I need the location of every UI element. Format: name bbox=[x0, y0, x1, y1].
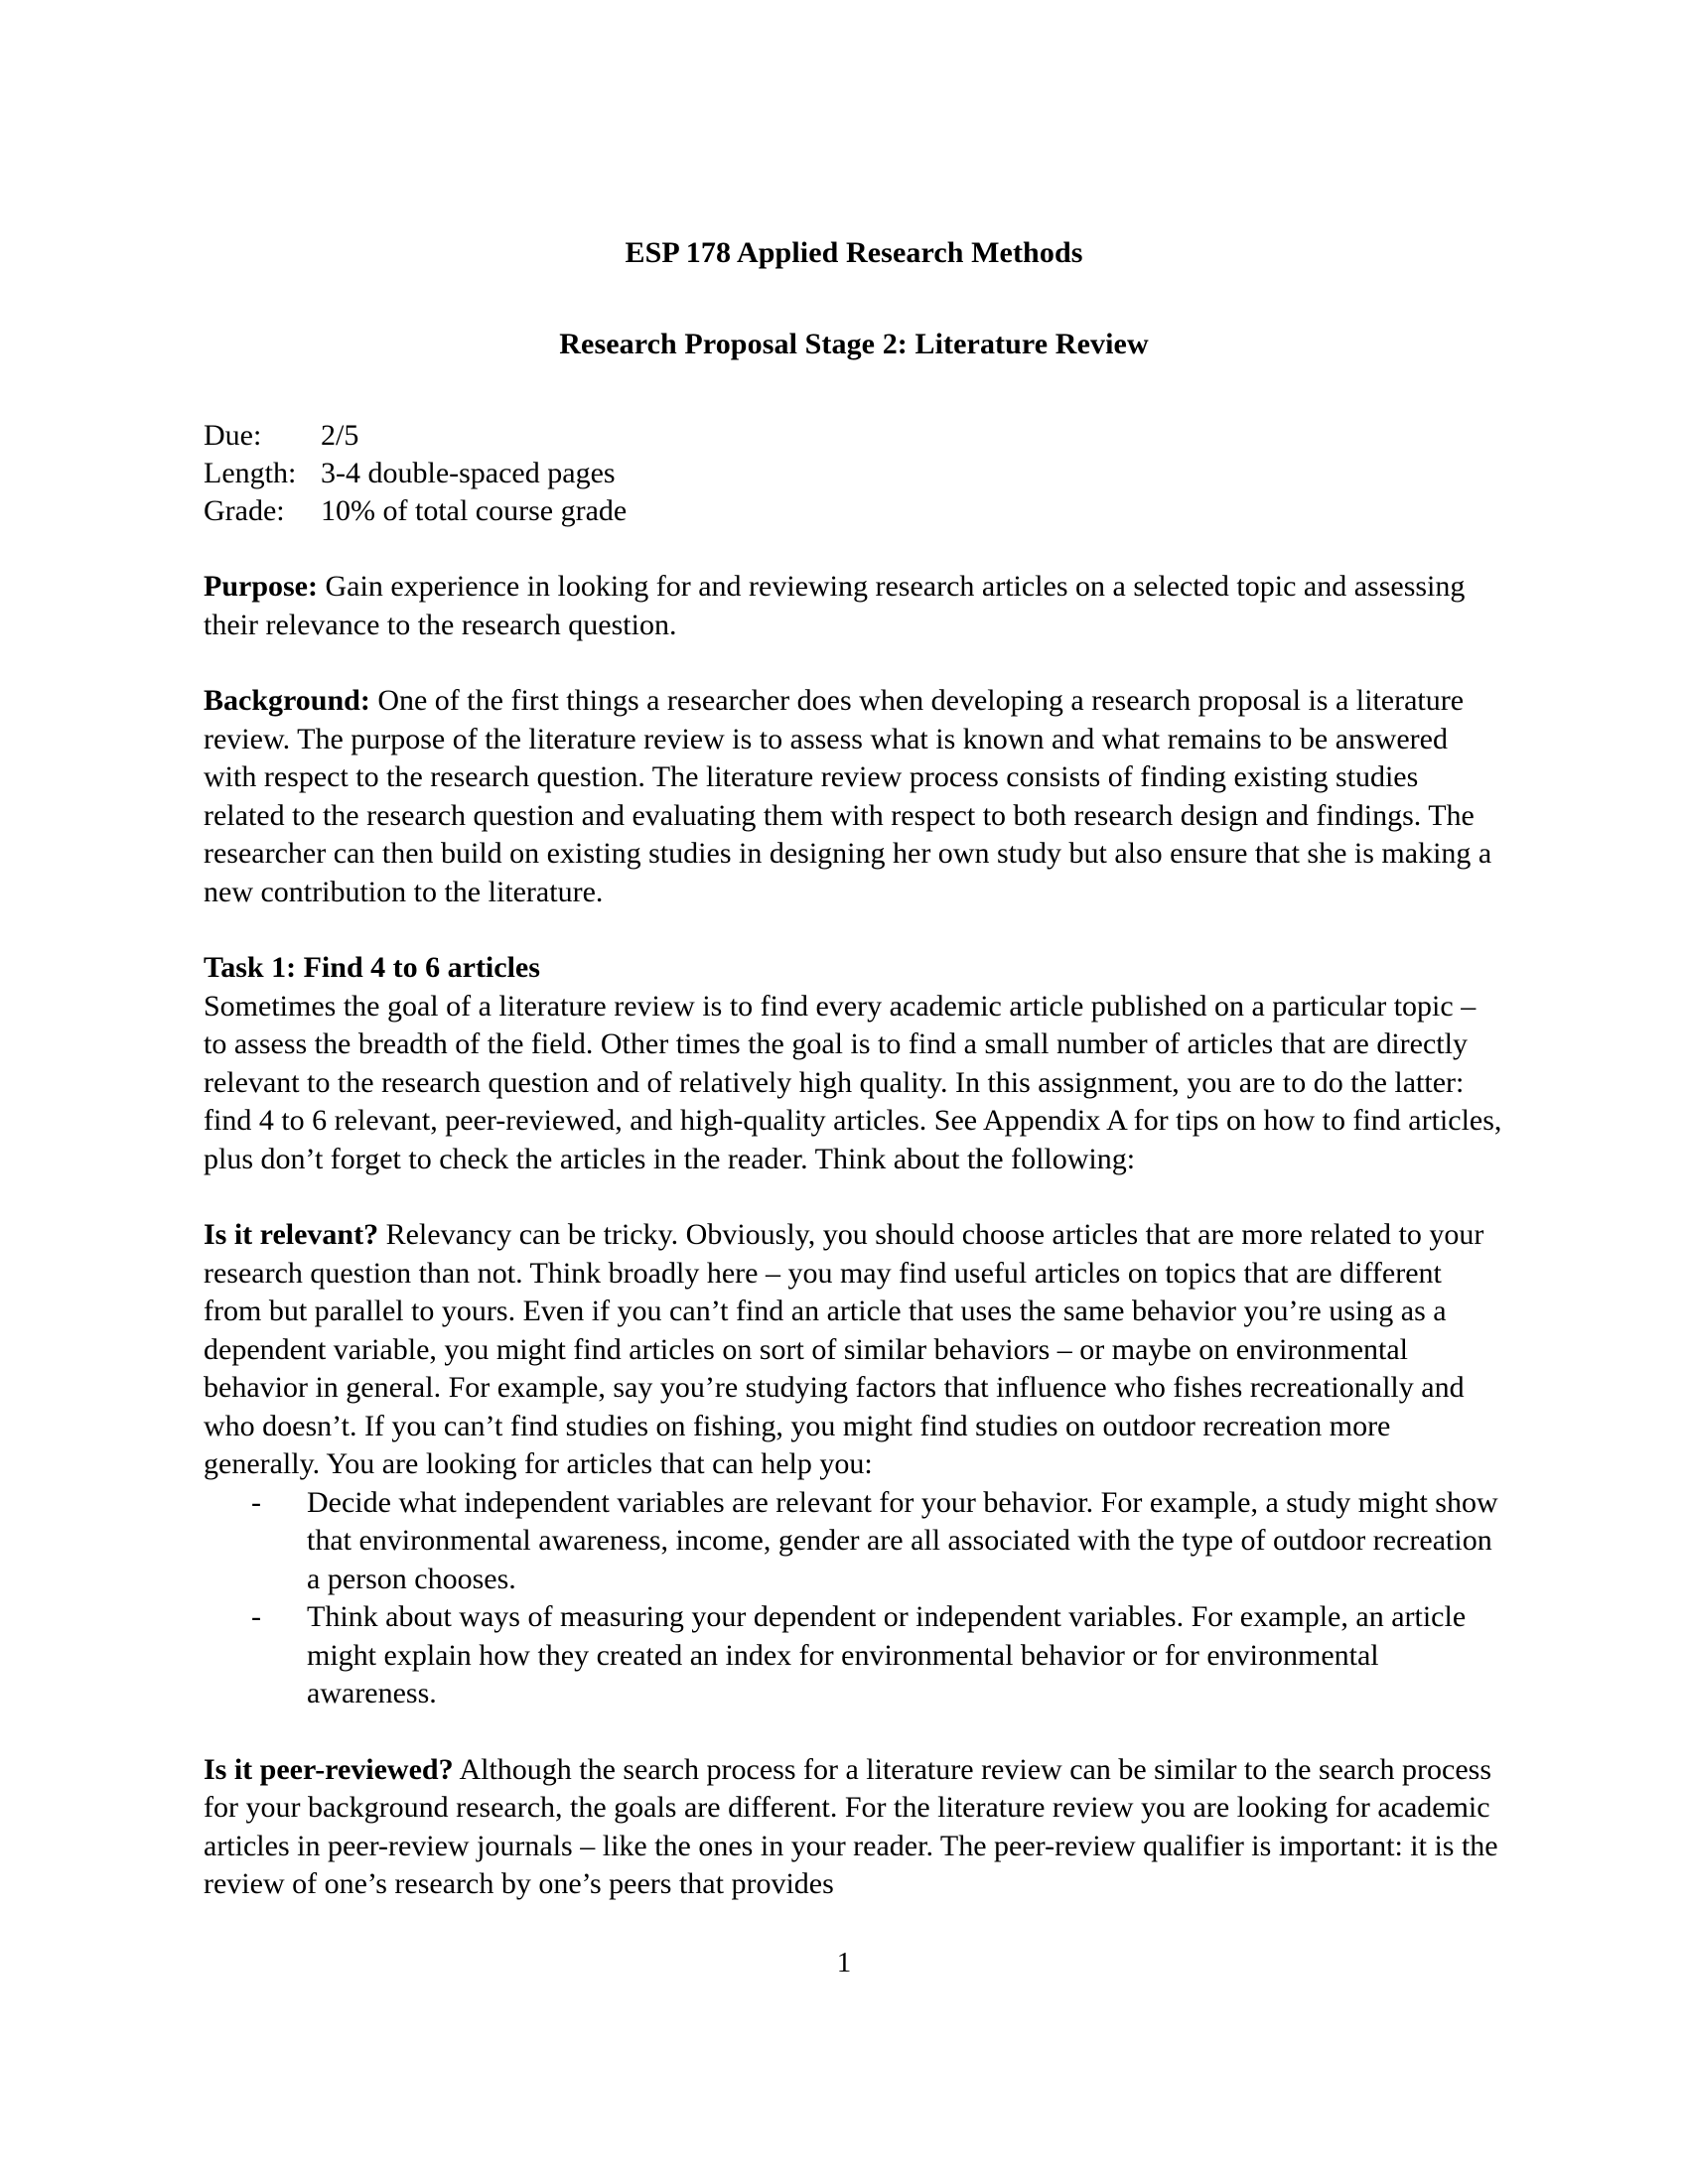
page-subtitle: Research Proposal Stage 2: Literature Review bbox=[559, 328, 1149, 360]
document-body bbox=[204, 238, 1504, 1904]
list-item bbox=[204, 1484, 1504, 1599]
background-heading: Background: bbox=[204, 684, 370, 717]
list-item-text: Think about ways of measuring your dependent or independent variables. For example, an article might explain how they created an index for environmental behavior or for environmental awareness. bbox=[307, 1600, 1467, 1709]
due-label: Due: bbox=[204, 419, 262, 452]
page-number: 1 bbox=[836, 1947, 852, 1979]
due-value: 2/5 bbox=[321, 419, 359, 452]
meta-row-due bbox=[204, 417, 1504, 455]
grade-value: 10% of total course grade bbox=[321, 494, 628, 527]
is-it-peer-reviewed-paragraph bbox=[204, 1751, 1504, 1904]
purpose-text: Gain experience in looking for and reviewing research articles on a selected topic and assessing their relevance to the research question. bbox=[204, 570, 1466, 641]
is-it-peer-reviewed-heading: Is it peer-reviewed? bbox=[204, 1752, 454, 1786]
background-paragraph bbox=[204, 682, 1504, 911]
is-it-relevant-heading: Is it relevant? bbox=[204, 1218, 379, 1251]
background-text: One of the first things a researcher does when developing a research proposal is a literature review. The purpose of the literature review is to assess what is known and what remains to be answered with respect to the research question. The literature review process consists of finding existing studies related to the research question and evaluating them with respect to both research design and findings. The researcher can then build on existing studies in designing her own study but also ensure that she is making a new contribution to the literature. bbox=[204, 684, 1492, 908]
meta-row-grade bbox=[204, 492, 1504, 530]
is-it-relevant-text: Relevancy can be tricky. Obviously, you should choose articles that are more related to your research question than not. Think broadly here – you may find useful articles on topics that are different from but parallel to yours. Even if you can’t find an article that uses the same behavior you’re using as a dependent variable, you might find articles on sort of similar behaviors – or maybe on environmental behavior in general. For example, say you’re studying factors that influence who fishes recreationally and who doesn’t. If you can’t find studies on fishing, you might find studies on outdoor recreation more generally. You are looking for articles that can help you: bbox=[204, 1218, 1484, 1480]
relevant-bullet-list bbox=[204, 1484, 1504, 1713]
is-it-relevant-paragraph bbox=[204, 1216, 1504, 1484]
is-it-peer-reviewed-text: Although the search process for a literature review can be similar to the search process for your background research, the goals are different. For the literature review you are looking for academic articles in peer-review journals – like the ones in your reader. The peer-review qualifier is important: it is the review of one’s research by one’s peers that provides bbox=[204, 1752, 1498, 1900]
list-item-text: Decide what independent variables are relevant for your behavior. For example, a study might show that environmental awareness, income, gender are all associated with the type of outdoor recreation a person chooses. bbox=[307, 1485, 1498, 1595]
page-title: ESP 178 Applied Research Methods bbox=[625, 236, 1083, 269]
assignment-meta bbox=[204, 417, 1504, 530]
purpose-heading: Purpose: bbox=[204, 570, 318, 603]
purpose-paragraph bbox=[204, 568, 1504, 644]
task-1-heading: Task 1: Find 4 to 6 articles bbox=[204, 951, 540, 984]
list-item bbox=[204, 1598, 1504, 1713]
dash-marker-icon: - bbox=[251, 1600, 261, 1633]
length-value: 3-4 double-spaced pages bbox=[321, 457, 616, 489]
dash-marker-icon: - bbox=[251, 1485, 261, 1519]
grade-label: Grade: bbox=[204, 494, 285, 527]
length-label: Length: bbox=[204, 457, 297, 489]
meta-row-length bbox=[204, 455, 1504, 492]
task-1-paragraph: Sometimes the goal of a literature review is to find every academic article published on a particular topic – to assess the breadth of the field. Other times the goal is to find a small number of articles that are directly relevant to the research question and of relatively high quality. In this assignment, you are to do the latter: find 4 to 6 relevant, peer-reviewed, and high-quality articles. See Appendix A for tips on how to find articles, plus don’t forget to check the articles in the reader. Think about the following: bbox=[204, 989, 1502, 1175]
